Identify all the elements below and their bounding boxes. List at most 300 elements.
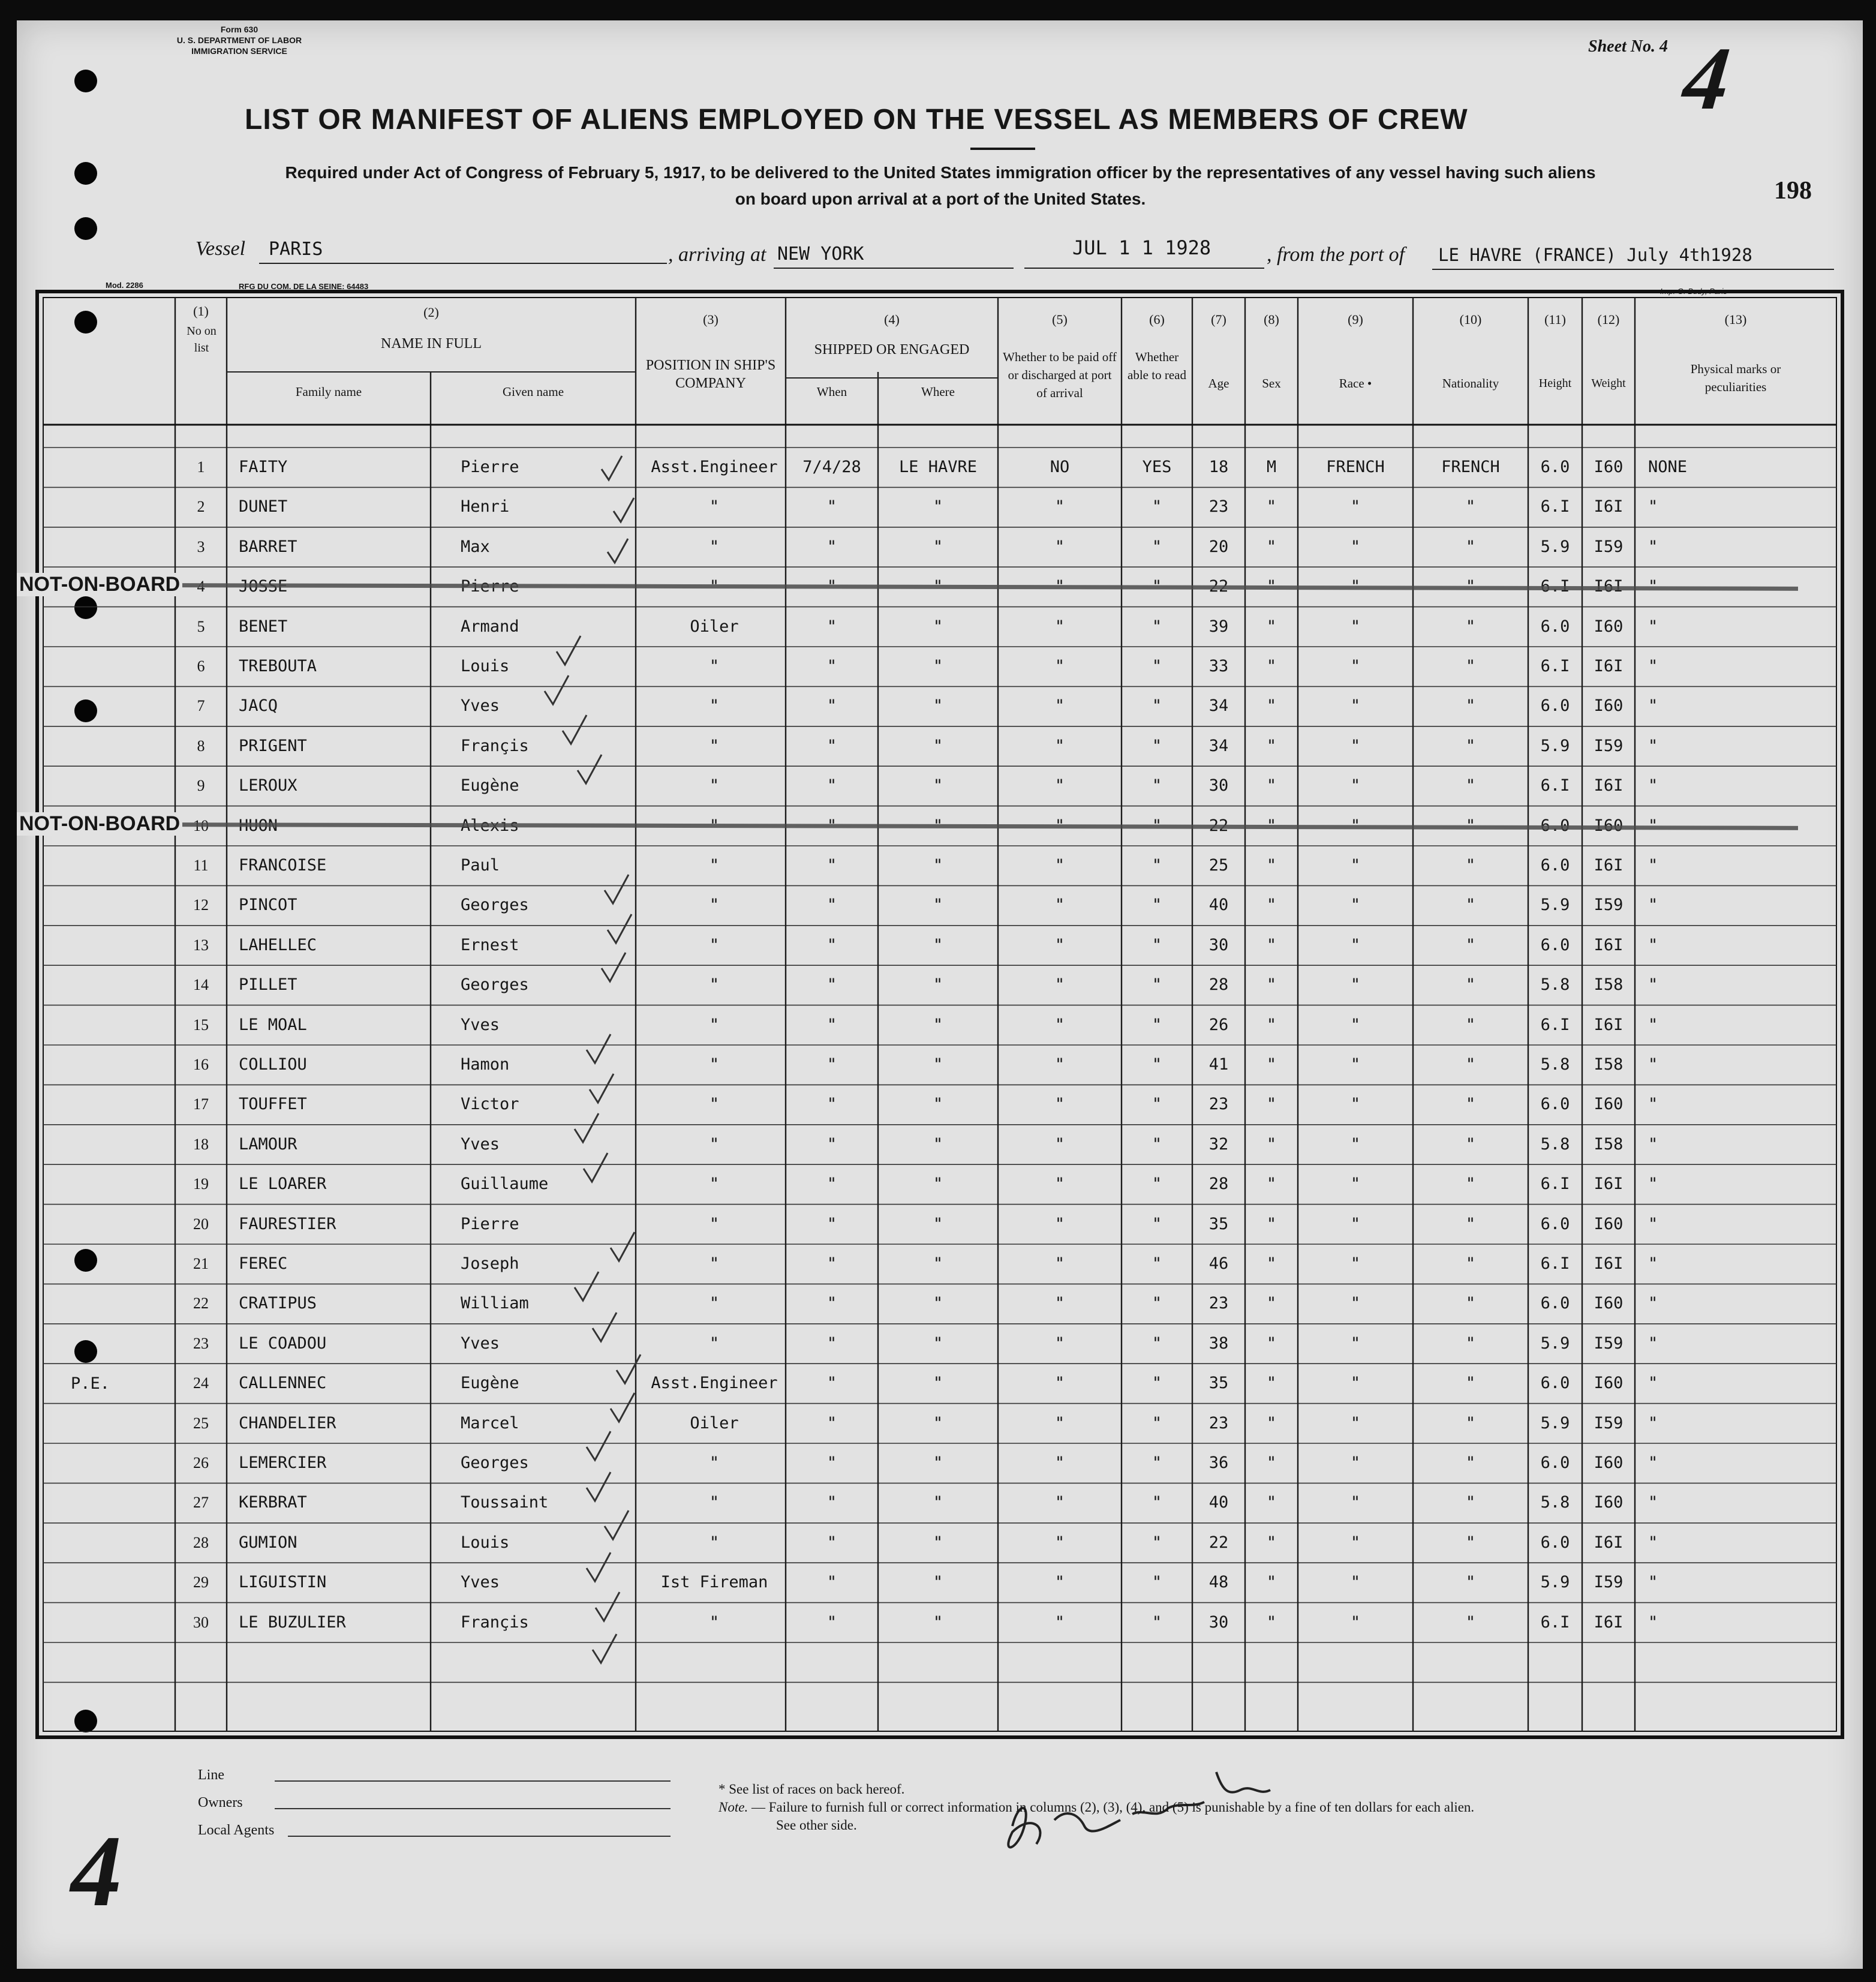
cell-race: " — [1350, 1612, 1361, 1632]
cell-paid-off: NO — [1050, 458, 1070, 476]
cell-sex: " — [1266, 776, 1277, 795]
footnote-penalty-label: Note. — [718, 1800, 748, 1815]
cell-when: " — [826, 776, 837, 795]
cell-marks: " — [1648, 1134, 1658, 1154]
cell-when: " — [826, 856, 837, 875]
cell-read: " — [1152, 1254, 1162, 1273]
cell-weight: I60 — [1594, 617, 1624, 636]
cell-age: 32 — [1208, 1134, 1229, 1154]
cell-position: " — [709, 776, 720, 795]
cell-height: 5.8 — [1540, 1055, 1570, 1074]
cell-age: 34 — [1208, 736, 1229, 755]
cell-where: " — [933, 617, 943, 636]
cell-where: " — [933, 1334, 943, 1353]
cell-no: 28 — [193, 1533, 209, 1551]
cell-read: " — [1152, 1454, 1162, 1472]
cell-where: " — [933, 1055, 943, 1074]
cell-given: Louis — [461, 1533, 510, 1552]
cell-when: " — [826, 1134, 837, 1154]
col8-label: Sex — [1262, 376, 1281, 391]
cell-sex: " — [1266, 497, 1277, 516]
cell-paid-off: " — [1054, 1612, 1065, 1632]
cell-given: Pierre — [461, 1214, 519, 1233]
cell-nationality: " — [1465, 1254, 1476, 1273]
stamp-number: 198 — [1774, 177, 1812, 205]
cell-nationality: " — [1465, 896, 1476, 915]
crew-row — [17, 1164, 1863, 1204]
cell-age: 36 — [1208, 1454, 1229, 1472]
cell-family: PILLET — [239, 975, 297, 995]
cell-weight: I60 — [1594, 458, 1624, 476]
cell-when: " — [826, 1573, 837, 1592]
crew-row — [17, 527, 1863, 567]
page-title: LIST OR MANIFEST OF ALIENS EMPLOYED ON THE VESSEL AS MEMBERS OF CREW — [245, 104, 1468, 136]
cell-weight: I6I — [1594, 657, 1624, 675]
cell-given: William — [461, 1294, 529, 1313]
cell-sex: " — [1266, 736, 1277, 755]
col4a-label: When — [816, 385, 847, 399]
cell-read: " — [1152, 537, 1162, 556]
cell-nationality: " — [1465, 1294, 1476, 1313]
cell-read: " — [1152, 1134, 1162, 1154]
col2-number: (2) — [423, 305, 439, 320]
cell-nationality: " — [1465, 497, 1476, 516]
cell-age: 30 — [1208, 1612, 1229, 1632]
cell-paid-off: " — [1054, 1533, 1065, 1552]
arriving-port: NEW YORK — [777, 244, 864, 265]
cell-read: " — [1152, 696, 1162, 716]
cell-marks: " — [1648, 1334, 1658, 1353]
cell-paid-off: " — [1054, 1573, 1065, 1592]
cell-when: " — [826, 1214, 837, 1233]
cell-when: 7/4/28 — [802, 458, 861, 476]
cell-paid-off: " — [1054, 1175, 1065, 1194]
printer-name: Imp. G. Budy, Paris — [1660, 287, 1727, 296]
cell-family: KERBRAT — [239, 1493, 307, 1512]
cell-marks: " — [1648, 1493, 1658, 1512]
sheet-number-large: 4 — [1679, 29, 1734, 128]
cell-family: BARRET — [239, 537, 297, 556]
col3-label: POSITION IN SHIP'S COMPANY — [645, 358, 776, 391]
cell-age: 23 — [1208, 1294, 1229, 1313]
cell-family: PRIGENT — [239, 736, 307, 755]
not-on-board-stamp: NOT-ON-BOARD — [17, 812, 182, 836]
cell-age: 18 — [1208, 458, 1229, 476]
cell-no: 18 — [193, 1135, 209, 1153]
cell-paid-off: " — [1054, 1214, 1065, 1233]
cell-where: " — [933, 1095, 943, 1114]
cell-nationality: " — [1465, 1612, 1476, 1632]
cell-weight: I60 — [1594, 1214, 1624, 1233]
cell-paid-off: " — [1054, 537, 1065, 556]
cell-given: Eugène — [461, 776, 519, 795]
cell-nationality: " — [1465, 1134, 1476, 1154]
cell-position: " — [709, 1095, 720, 1114]
cell-weight: I6I — [1594, 497, 1624, 516]
col5-number: (5) — [1052, 312, 1068, 327]
col4b-label: Where — [921, 385, 955, 399]
cell-where: " — [933, 696, 943, 716]
cell-paid-off: " — [1054, 776, 1065, 795]
cell-weight: I6I — [1594, 776, 1624, 795]
cell-given: Max — [461, 537, 490, 556]
cell-family: LEMERCIER — [239, 1454, 327, 1472]
cell-race: " — [1350, 935, 1361, 954]
crew-row — [17, 885, 1863, 925]
cell-family: GUMION — [239, 1533, 297, 1552]
cell-no: 12 — [193, 896, 209, 914]
cell-race: " — [1350, 1254, 1361, 1273]
cell-weight: I6I — [1594, 1175, 1624, 1194]
cell-where: " — [933, 1134, 943, 1154]
cell-nationality: " — [1465, 736, 1476, 755]
cell-no: 19 — [193, 1175, 209, 1193]
cell-sex: " — [1266, 1294, 1277, 1313]
cell-where: " — [933, 1015, 943, 1034]
cell-age: 30 — [1208, 776, 1229, 795]
cell-marks: " — [1648, 696, 1658, 716]
cell-when: " — [826, 1454, 837, 1472]
cell-race: " — [1350, 1493, 1361, 1512]
cell-where: " — [933, 1413, 943, 1433]
cell-age: 28 — [1208, 1175, 1229, 1194]
not-on-board-stamp: NOT-ON-BOARD — [17, 573, 182, 596]
from-port: LE HAVRE (FRANCE) July 4th1928 — [1438, 245, 1752, 265]
cell-family: TOUFFET — [239, 1095, 307, 1114]
cell-sex: " — [1266, 1095, 1277, 1114]
service-name: IMMIGRATION SERVICE — [191, 46, 287, 56]
cell-weight: I6I — [1594, 1254, 1624, 1273]
cell-family: LE COADOU — [239, 1334, 327, 1353]
vessel-name: PARIS — [269, 239, 323, 260]
arrival-date-stamp: JUL 1 1 1928 — [1072, 236, 1211, 259]
cell-weight: I59 — [1594, 537, 1624, 556]
cell-read: " — [1152, 1612, 1162, 1632]
cell-sex: " — [1266, 617, 1277, 636]
crew-row — [17, 1364, 1863, 1403]
cell-sex: " — [1266, 537, 1277, 556]
cell-given: Georges — [461, 896, 529, 915]
cell-family: LE BUZULIER — [239, 1612, 346, 1632]
cell-height: 5.9 — [1540, 1573, 1570, 1592]
cell-when: " — [826, 537, 837, 556]
cell-weight: I6I — [1594, 856, 1624, 875]
cell-race: " — [1350, 1413, 1361, 1433]
cell-marks: " — [1648, 1095, 1658, 1114]
cell-sex: " — [1266, 896, 1277, 915]
cell-no: 20 — [193, 1215, 209, 1233]
department-name: U. S. DEPARTMENT OF LABOR — [176, 35, 302, 45]
cell-read: " — [1152, 1573, 1162, 1592]
cell-weight: I59 — [1594, 736, 1624, 755]
cell-family: LE LOARER — [239, 1175, 327, 1194]
cell-paid-off: " — [1054, 1095, 1065, 1114]
cell-given: Louis — [461, 657, 510, 675]
cell-nationality: " — [1465, 617, 1476, 636]
cell-race: " — [1350, 1015, 1361, 1034]
cell-no: 29 — [193, 1573, 209, 1591]
cell-when: " — [826, 1095, 837, 1114]
cell-no: 6 — [197, 657, 205, 675]
pe-annotation: P.E. — [71, 1374, 110, 1394]
cell-family: FEREC — [239, 1254, 288, 1273]
cell-read: " — [1152, 497, 1162, 516]
cell-family: PINCOT — [239, 896, 297, 915]
cell-race: " — [1350, 1055, 1361, 1074]
sheet-number-value: 4 — [1659, 37, 1668, 56]
cell-where: " — [933, 896, 943, 915]
cell-sex: " — [1266, 1573, 1277, 1592]
cell-family: CHANDELIER — [239, 1413, 336, 1433]
cell-read: " — [1152, 1334, 1162, 1353]
cell-where: " — [933, 1612, 943, 1632]
col11-number: (11) — [1544, 312, 1566, 327]
cell-position: Oiler — [690, 1413, 739, 1433]
cell-weight: I6I — [1594, 1612, 1624, 1632]
cell-race: " — [1350, 1573, 1361, 1592]
cell-height: 6.0 — [1540, 1374, 1570, 1393]
cell-family: BENET — [239, 617, 288, 636]
cell-race: " — [1350, 1095, 1361, 1114]
cell-when: " — [826, 1334, 837, 1353]
crew-row — [17, 1085, 1863, 1124]
cell-read: " — [1152, 1055, 1162, 1074]
cell-where: " — [933, 537, 943, 556]
cell-no: 14 — [193, 976, 209, 994]
cell-given: Yves — [461, 1334, 500, 1353]
printer-registration: RFG DU COM. DE LA SEINE: 64483 — [239, 282, 369, 291]
cell-no: 24 — [193, 1374, 209, 1392]
cell-read: " — [1152, 896, 1162, 915]
cell-no: 27 — [193, 1494, 209, 1512]
cell-no: 2 — [197, 498, 205, 516]
cell-paid-off: " — [1054, 935, 1065, 954]
cell-when: " — [826, 1294, 837, 1313]
cell-given: Yves — [461, 1134, 500, 1154]
cell-read: " — [1152, 1294, 1162, 1313]
cell-weight: I58 — [1594, 1055, 1624, 1074]
cell-height: 6.0 — [1540, 1214, 1570, 1233]
cell-race: " — [1350, 1374, 1361, 1393]
cell-paid-off: " — [1054, 896, 1065, 915]
col9-label: Race • — [1339, 376, 1372, 391]
cell-family: LIGUISTIN — [239, 1573, 327, 1592]
cell-when: " — [826, 1374, 837, 1393]
cell-read: " — [1152, 736, 1162, 755]
cell-when: " — [826, 1413, 837, 1433]
cell-marks: " — [1648, 736, 1658, 755]
cell-height: 6.0 — [1540, 617, 1570, 636]
cell-race: FRENCH — [1326, 458, 1385, 476]
cell-position: Asst.Engineer — [651, 458, 778, 476]
manifest-sheet — [17, 20, 1863, 1969]
cell-sex: " — [1266, 1612, 1277, 1632]
cell-age: 34 — [1208, 696, 1229, 716]
cell-age: 30 — [1208, 935, 1229, 954]
crew-row — [17, 766, 1863, 806]
cell-when: " — [826, 975, 837, 995]
cell-race: " — [1350, 1134, 1361, 1154]
cell-age: 35 — [1208, 1374, 1229, 1393]
col11-label: Height — [1538, 377, 1572, 390]
crew-row — [17, 1244, 1863, 1284]
cell-position: " — [709, 736, 720, 755]
crew-row — [17, 1205, 1863, 1244]
cell-position: " — [709, 537, 720, 556]
cell-read: " — [1152, 617, 1162, 636]
subtitle-line-1: Required under Act of Congress of February 5, 1917, to be delivered to the United States immigration officer by the representatives of any vessel having such aliens — [285, 163, 1596, 182]
cell-height: 5.9 — [1540, 736, 1570, 755]
cell-position: " — [709, 1015, 720, 1034]
cell-position: " — [709, 657, 720, 675]
cell-marks: " — [1648, 1214, 1658, 1233]
cell-no: 22 — [193, 1295, 209, 1313]
vessel-label: Vessel — [196, 238, 246, 260]
cell-where: " — [933, 1454, 943, 1472]
cell-when: " — [826, 736, 837, 755]
footnote-races: * See list of races on back hereof. — [718, 1782, 905, 1797]
cell-paid-off: " — [1054, 1493, 1065, 1512]
cell-sex: " — [1266, 1214, 1277, 1233]
footnote-other-side: See other side. — [776, 1818, 857, 1833]
cell-nationality: " — [1465, 537, 1476, 556]
cell-family: DUNET — [239, 497, 288, 516]
cell-age: 20 — [1208, 537, 1229, 556]
cell-nationality: " — [1465, 1493, 1476, 1512]
crew-row — [17, 487, 1863, 527]
cell-age: 35 — [1208, 1214, 1229, 1233]
cell-family: LE MOAL — [239, 1015, 307, 1034]
cell-family: LAMOUR — [239, 1134, 297, 1154]
cell-paid-off: " — [1054, 1413, 1065, 1433]
cell-no: 30 — [193, 1613, 209, 1631]
crew-row — [17, 448, 1863, 487]
cell-when: " — [826, 896, 837, 915]
cell-position: " — [709, 1294, 720, 1313]
cell-given: Eugène — [461, 1374, 519, 1393]
cell-paid-off: " — [1054, 1294, 1065, 1313]
crew-row — [17, 965, 1863, 1005]
col2-label: NAME IN FULL — [381, 336, 482, 352]
cell-nationality: " — [1465, 1015, 1476, 1034]
cell-paid-off: " — [1054, 856, 1065, 875]
cell-height: 5.9 — [1540, 1413, 1570, 1433]
col5-label: Whether to be paid off or discharged at port of arrival — [1003, 350, 1117, 400]
cell-marks: " — [1648, 1294, 1658, 1313]
cell-race: " — [1350, 856, 1361, 875]
cell-marks: " — [1648, 1175, 1658, 1194]
cell-read: " — [1152, 1493, 1162, 1512]
cell-nationality: " — [1465, 1055, 1476, 1074]
cell-where: " — [933, 1214, 943, 1233]
cell-position: " — [709, 1055, 720, 1074]
cell-paid-off: " — [1054, 1334, 1065, 1353]
cell-height: 6.0 — [1540, 856, 1570, 875]
cell-race: " — [1350, 537, 1361, 556]
cell-height: 6.0 — [1540, 1095, 1570, 1114]
cell-where: " — [933, 1493, 943, 1512]
crew-row — [17, 686, 1863, 726]
from-port-label: , from the port of — [1267, 244, 1405, 266]
cell-marks: NONE — [1648, 458, 1688, 476]
cell-height: 6.I — [1540, 1612, 1570, 1632]
cell-height: 6.0 — [1540, 696, 1570, 716]
cell-race: " — [1350, 696, 1361, 716]
cell-no: 13 — [193, 936, 209, 954]
cell-when: " — [826, 1055, 837, 1074]
cell-family: FAURESTIER — [239, 1214, 336, 1233]
cell-no: 15 — [193, 1016, 209, 1034]
cell-nationality: " — [1465, 1573, 1476, 1592]
cell-age: 26 — [1208, 1015, 1229, 1034]
cell-where: " — [933, 736, 943, 755]
cell-marks: " — [1648, 1612, 1658, 1632]
cell-family: LEROUX — [239, 776, 297, 795]
cell-when: " — [826, 1254, 837, 1273]
cell-nationality: " — [1465, 1413, 1476, 1433]
cell-read: " — [1152, 935, 1162, 954]
cell-read: " — [1152, 856, 1162, 875]
crew-row — [17, 1483, 1863, 1522]
cell-where: " — [933, 935, 943, 954]
cell-given: Yves — [461, 1015, 500, 1034]
cell-weight: I6I — [1594, 935, 1624, 954]
col1-number: (1) — [193, 304, 209, 319]
col10-label: Nationality — [1442, 376, 1499, 391]
cell-height: 6.0 — [1540, 458, 1570, 476]
cell-nationality: " — [1465, 1095, 1476, 1114]
cell-paid-off: " — [1054, 617, 1065, 636]
col7-label: Age — [1208, 376, 1229, 391]
cell-paid-off: " — [1054, 1454, 1065, 1472]
cell-age: 40 — [1208, 1493, 1229, 1512]
cell-family: FAITY — [239, 458, 288, 476]
cell-where: " — [933, 975, 943, 995]
cell-age: 39 — [1208, 617, 1229, 636]
cell-nationality: " — [1465, 696, 1476, 716]
cell-marks: " — [1648, 537, 1658, 556]
cell-nationality: " — [1465, 1175, 1476, 1194]
cell-nationality: " — [1465, 856, 1476, 875]
cell-family: TREBOUTA — [239, 657, 317, 675]
cell-race: " — [1350, 1334, 1361, 1353]
crew-row — [17, 926, 1863, 965]
crew-row — [17, 1125, 1863, 1164]
col12-number: (12) — [1597, 312, 1620, 327]
cell-marks: " — [1648, 497, 1658, 516]
cell-marks: " — [1648, 1254, 1658, 1273]
cell-race: " — [1350, 1454, 1361, 1472]
cell-position: " — [709, 856, 720, 875]
cell-weight: I59 — [1594, 1334, 1624, 1353]
cell-paid-off: " — [1054, 696, 1065, 716]
cell-sex: " — [1266, 935, 1277, 954]
footer-line-rule — [275, 1780, 671, 1782]
col2a-label: Family name — [295, 385, 362, 399]
cell-weight: I6I — [1594, 1015, 1624, 1034]
cell-given: Henri — [461, 497, 510, 516]
cell-weight: I60 — [1594, 1493, 1624, 1512]
cell-sex: " — [1266, 1454, 1277, 1472]
cell-read: " — [1152, 776, 1162, 795]
cell-no: 11 — [193, 857, 209, 874]
cell-given: Paul — [461, 856, 500, 875]
col7-number: (7) — [1211, 312, 1226, 327]
cell-marks: " — [1648, 1454, 1658, 1472]
cell-where: " — [933, 497, 943, 516]
cell-position: " — [709, 1214, 720, 1233]
cell-paid-off: " — [1054, 1374, 1065, 1393]
